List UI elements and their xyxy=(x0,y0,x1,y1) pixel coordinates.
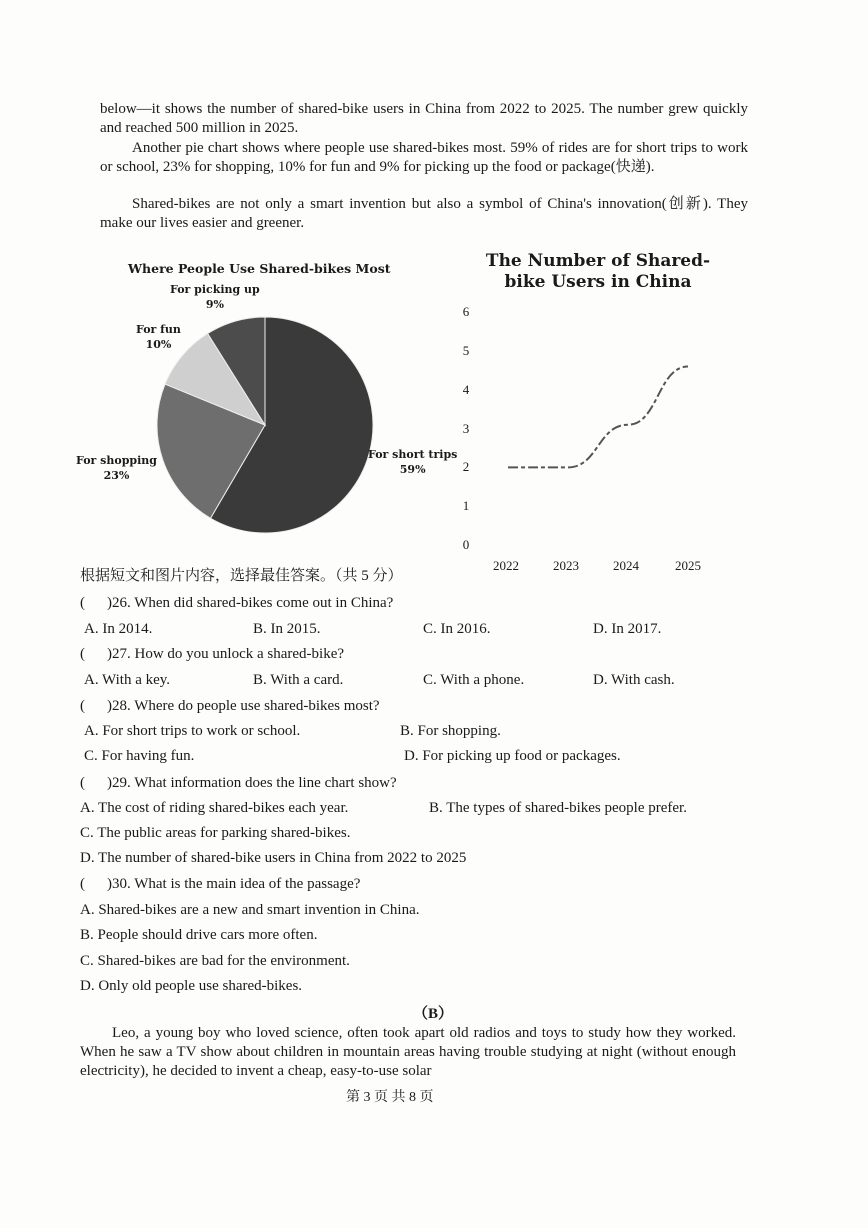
section-b-heading: （B） xyxy=(413,1006,454,1022)
instructions: 根据短文和图片内容，选择最佳答案。（共 5 分） xyxy=(80,568,403,584)
y-tick-0: 0 xyxy=(462,537,470,552)
y-tick-1: 1 xyxy=(462,498,470,513)
q27-option-c: C. With a phone. xyxy=(423,672,525,688)
q29-option-a: A. The cost of riding shared-bikes each year. xyxy=(80,800,349,816)
answer-paren-close: ) xyxy=(107,876,112,892)
question-stem: 28. Where do people use shared-bikes most? xyxy=(112,698,380,714)
q30-option-a: A. Shared-bikes are a new and smart invention in China. xyxy=(80,902,420,918)
line-chart-title: The Number of Shared-bike Users in China xyxy=(485,251,711,292)
pie-label-short-trips-name: For short trips xyxy=(368,448,458,461)
question-27 xyxy=(80,645,344,664)
q26-option-d: D. In 2017. xyxy=(593,621,662,637)
pie-label-shopping-pct: 23% xyxy=(103,469,130,482)
y-tick-5: 5 xyxy=(462,343,470,358)
intro-paragraph-2: Another pie chart shows where people use shared-bikes most. 59% of rides are for short trips to work or school, 23% for shopping, 10% for fun and 9% for picking up the food or package(快递). xyxy=(100,140,748,175)
page-footer: 第 3 页 共 8 页 xyxy=(346,1090,434,1105)
pie-label-fun xyxy=(136,322,181,352)
q28-option-c: C. For having fun. xyxy=(84,748,195,764)
answer-paren-close: ) xyxy=(107,698,112,714)
pie-label-shopping-name: For shopping xyxy=(76,454,157,467)
q26-option-c: C. In 2016. xyxy=(423,621,491,637)
intro-paragraph-3: Shared-bikes are not only a smart invention but also a symbol of China's innovation(创新). They make our lives easier and greener. xyxy=(100,196,748,231)
answer-paren-open: ( xyxy=(80,698,85,714)
answer-paren-open: ( xyxy=(80,646,85,662)
question-30 xyxy=(80,875,360,894)
answer-paren-close: ) xyxy=(107,595,112,611)
question-stem: 27. How do you unlock a shared-bike? xyxy=(112,646,345,662)
pie-label-picking xyxy=(170,282,260,312)
y-tick-4: 4 xyxy=(462,382,470,397)
answer-paren-open: ( xyxy=(80,595,85,611)
q27-option-d: D. With cash. xyxy=(593,672,675,688)
q30-option-c: C. Shared-bikes are bad for the environment. xyxy=(80,953,350,969)
y-tick-6: 6 xyxy=(462,304,470,319)
q30-option-b: B. People should drive cars more often. xyxy=(80,927,318,943)
question-stem: 26. When did shared-bikes come out in China? xyxy=(112,595,394,611)
pie-label-picking-pct: 9% xyxy=(205,298,224,311)
y-tick-2: 2 xyxy=(462,459,470,474)
question-29 xyxy=(80,774,397,793)
q29-option-d: D. The number of shared-bike users in China from 2022 to 2025 xyxy=(80,850,467,866)
q27-option-a: A. With a key. xyxy=(84,672,171,688)
q29-option-c: C. The public areas for parking shared-bikes. xyxy=(80,825,351,841)
x-tick-2022: 2022 xyxy=(493,558,519,573)
q29-option-b: B. The types of shared-bikes people prefer. xyxy=(429,800,687,816)
x-tick-2024: 2024 xyxy=(613,558,639,573)
pie-chart xyxy=(150,310,380,540)
question-stem: 29. What information does the line chart show? xyxy=(112,775,397,791)
answer-paren-open: ( xyxy=(80,876,85,892)
y-tick-3: 3 xyxy=(462,421,470,436)
pie-label-short-trips xyxy=(368,447,457,477)
line-chart xyxy=(448,295,708,555)
line-series xyxy=(508,367,688,468)
pie-chart-title: Where People Use Shared-bikes Most xyxy=(128,261,391,276)
q30-option-d: D. Only old people use shared-bikes. xyxy=(80,978,303,994)
q26-option-b: B. In 2015. xyxy=(253,621,321,637)
pie-label-shopping xyxy=(76,453,157,483)
question-28 xyxy=(80,697,380,716)
pie-label-fun-name: For fun xyxy=(136,323,181,336)
section-b-paragraph: Leo, a young boy who loved science, often took apart old radios and toys to study how they worked. When he saw a TV show about children in mountain areas having trouble studying at night (without enough electricity), he decided to invent a cheap, easy-to-use solar xyxy=(80,1025,736,1079)
pie-label-short-trips-pct: 59% xyxy=(399,463,426,476)
answer-paren-open: ( xyxy=(80,775,85,791)
q28-option-a: A. For short trips to work or school. xyxy=(84,723,301,739)
pie-label-fun-pct: 10% xyxy=(145,338,172,351)
q28-option-b: B. For shopping. xyxy=(400,723,501,739)
x-tick-2023: 2023 xyxy=(553,558,579,573)
q27-option-b: B. With a card. xyxy=(253,672,344,688)
x-tick-2025: 2025 xyxy=(675,558,701,573)
question-stem: 30. What is the main idea of the passage? xyxy=(112,876,361,892)
q26-option-a: A. In 2014. xyxy=(84,621,153,637)
q28-option-d: D. For picking up food or packages. xyxy=(404,748,621,764)
question-26 xyxy=(80,594,393,613)
intro-paragraph-1: below—it shows the number of shared-bike users in China from 2022 to 2025. The number grew quickly and reached 500 million in 2025. xyxy=(100,101,748,136)
answer-paren-close: ) xyxy=(107,646,112,662)
answer-paren-close: ) xyxy=(107,775,112,791)
pie-label-picking-name: For picking up xyxy=(170,283,260,296)
